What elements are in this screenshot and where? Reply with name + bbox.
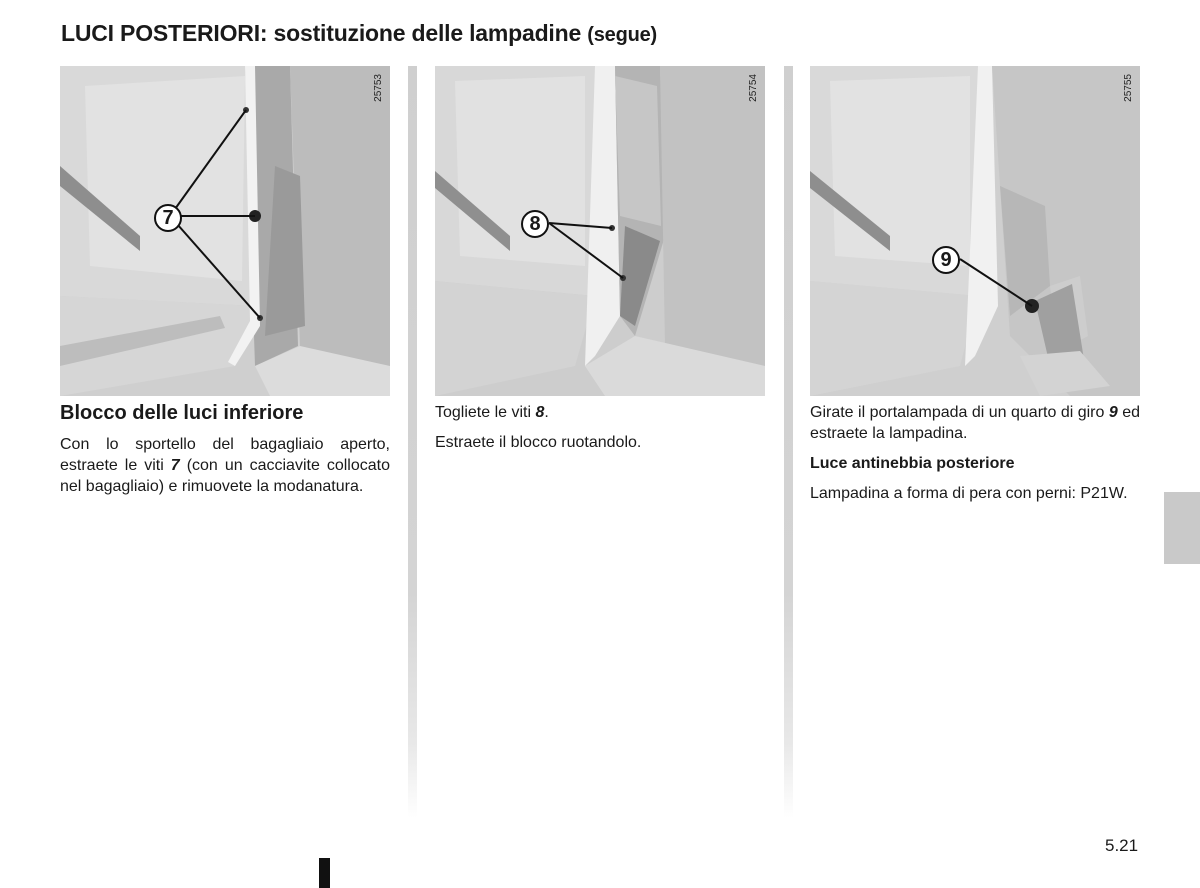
figure-code: 25755 (1123, 74, 1134, 102)
text-run: . (544, 404, 549, 421)
column-remove-block (435, 402, 765, 462)
figure-light-block-screws (435, 66, 765, 396)
callout-9: 9 (932, 246, 960, 274)
column-bulb-replacement (810, 402, 1140, 513)
text-run: Con lo sportello del bagagliaio aperto, estraete le viti (60, 436, 390, 474)
text-run: Togliete le viti (435, 404, 536, 421)
trunk-interior-illustration (60, 66, 390, 396)
reference-number: 8 (535, 404, 545, 421)
text-run: (con un cacciavite collocato nel bagagliaio) e rimuovete la modanatura. (60, 457, 390, 495)
chapter-tab (1164, 492, 1200, 564)
page-title (61, 20, 657, 47)
instruction-paragraph (435, 402, 765, 423)
reference-number: 9 (1108, 404, 1118, 421)
instruction-paragraph (810, 402, 1140, 444)
figure-bulb-holder (810, 66, 1140, 396)
column-lower-light-block (60, 402, 390, 506)
section-heading: Blocco delle luci inferiore (60, 402, 304, 424)
subheading: Luce antinebbia posteriore (810, 455, 1015, 472)
page-number: 5.21 (1105, 836, 1139, 855)
page-title-suffix: (segue) (587, 24, 658, 46)
callout-8: 8 (521, 210, 549, 238)
page-title-main: LUCI POSTERIORI: sostituzione delle lampadine (61, 20, 582, 46)
figure-code: 25754 (748, 74, 759, 102)
light-block-illustration (435, 66, 765, 396)
reference-number: 7 (170, 457, 180, 474)
instruction-paragraph (60, 434, 390, 497)
text-run: ed estraete la lampadina. (810, 404, 1140, 442)
column-divider-left (408, 66, 417, 818)
figure-lower-light-screws (60, 66, 390, 396)
print-mark (319, 858, 330, 888)
text-run: Girate il portalampada di un quarto di giro (810, 404, 1109, 421)
column-divider-right (784, 66, 793, 818)
callout-7: 7 (154, 204, 182, 232)
instruction-paragraph: Lampadina a forma di pera con perni: P21W. (810, 485, 1128, 502)
figure-code: 25753 (373, 74, 384, 102)
instruction-paragraph: Estraete il blocco ruotandolo. (435, 434, 642, 451)
bulb-holder-illustration (810, 66, 1140, 396)
